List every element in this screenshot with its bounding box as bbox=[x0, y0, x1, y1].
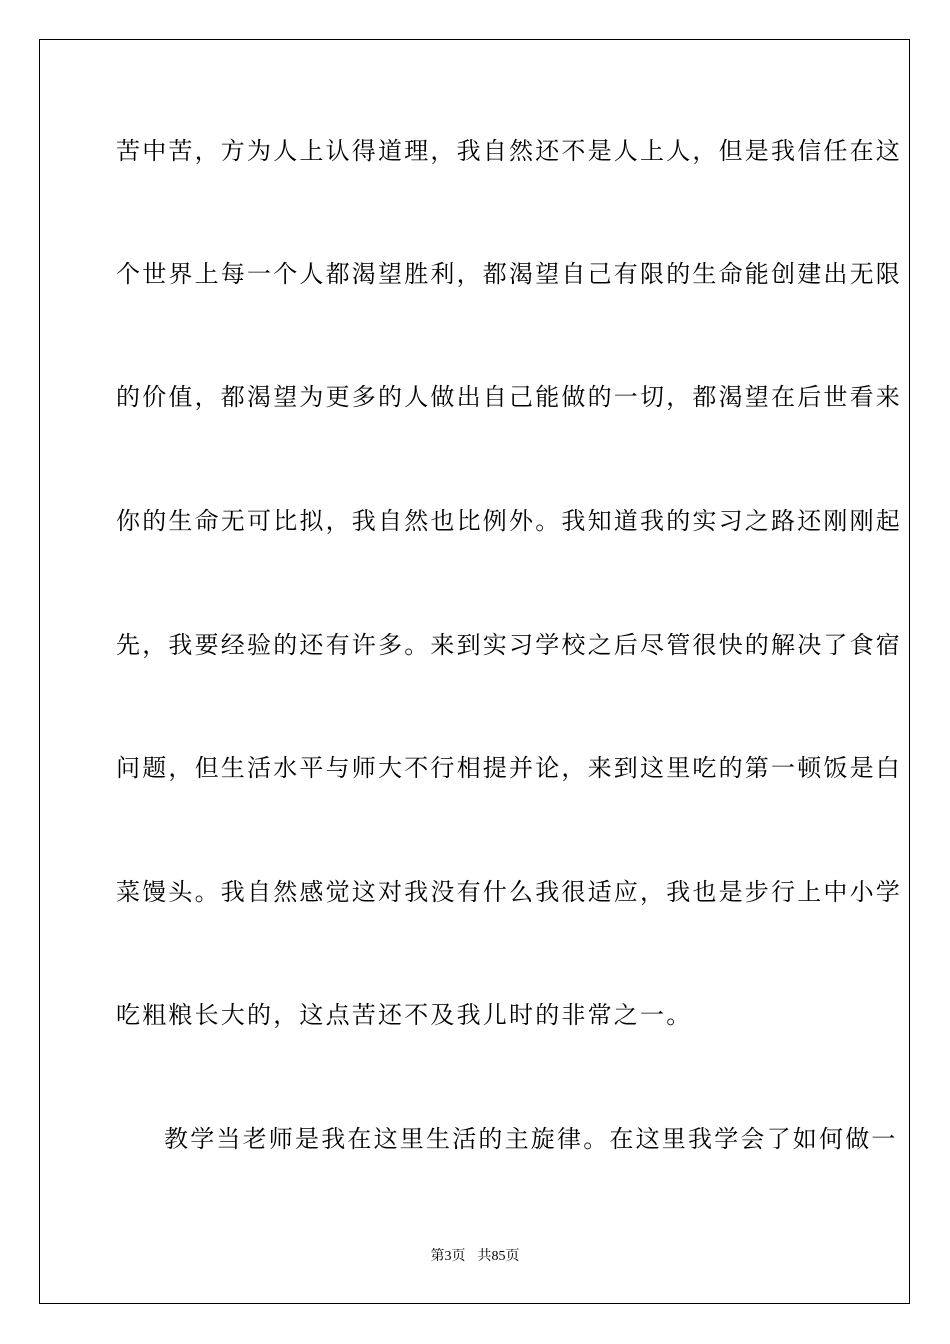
page-border bbox=[39, 39, 910, 1304]
body-text-line-9: 教学当老师是我在这里生活的主旋律。在这里我学会了如何做一 bbox=[164, 1125, 898, 1153]
body-text-line-8: 吃粗粮长大的，这点苦还不及我儿时的非常之一。 bbox=[116, 1001, 693, 1029]
body-text-line-7: 菜馒头。我自然感觉这对我没有什么我很适应，我也是步行上中小学 bbox=[116, 878, 902, 906]
body-text-line-5: 先，我要经验的还有许多。来到实习学校之后尽管很快的解决了食宿 bbox=[116, 631, 902, 659]
page-number: 3 bbox=[444, 1249, 452, 1264]
body-text-line-4: 你的生命无可比拟，我自然也比例外。我知道我的实习之路还刚刚起 bbox=[116, 507, 902, 535]
body-text-line-2: 个世界上每一个人都渴望胜利，都渴望自己有限的生命能创建出无限 bbox=[116, 260, 902, 288]
body-text-line-3: 的价值，都渴望为更多的人做出自己能做的一切，都渴望在后世看来 bbox=[116, 383, 902, 411]
body-text-line-6: 问题，但生活水平与师大不行相提并论，来到这里吃的第一顿饭是白 bbox=[116, 754, 902, 782]
body-text-line-1: 苦中苦，方为人上认得道理，我自然还不是人上人，但是我信任在这 bbox=[116, 137, 902, 165]
page-footer bbox=[0, 1247, 950, 1266]
total-pages: 85 bbox=[491, 1249, 506, 1264]
page-number-suffix: 页 bbox=[451, 1248, 466, 1264]
page-number-prefix: 第 bbox=[430, 1248, 445, 1264]
total-pages-prefix: 共 bbox=[477, 1248, 492, 1264]
total-pages-suffix: 页 bbox=[505, 1248, 520, 1264]
